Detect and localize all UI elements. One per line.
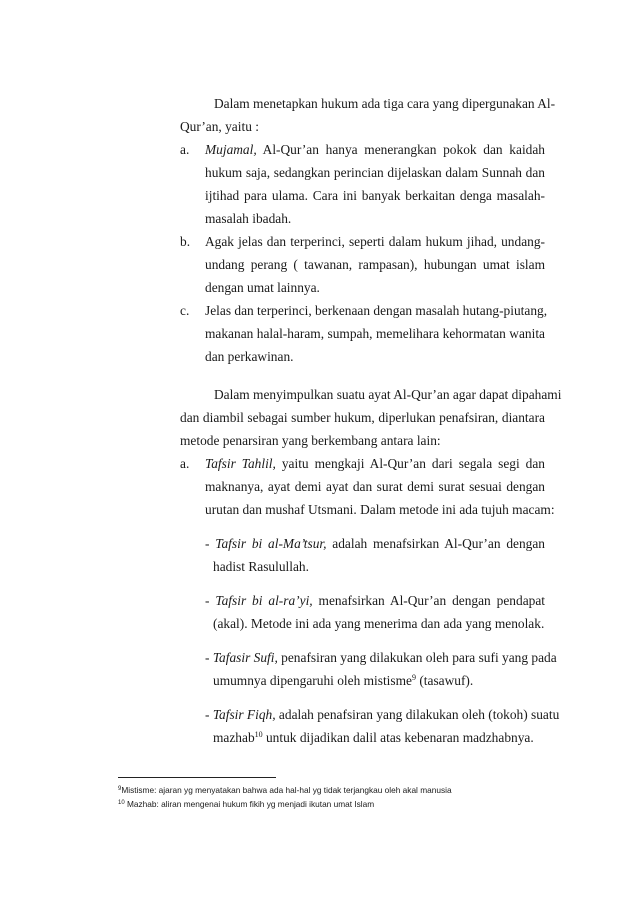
sub-item-matsur-line2: hadist Rasulullah.	[213, 559, 309, 574]
sub-item-rayi-line1	[205, 592, 545, 609]
sub-item-sufi-text3: (tasawuf).	[415, 673, 474, 688]
footnote-text: Mistisme: ajaran yg menyatakan bahwa ada hal-hal yg tidak terjangkau oleh akal manusia	[121, 785, 452, 795]
dash: -	[205, 707, 213, 722]
item-b-line1: Agak jelas dan terperinci, seperti dalam hukum jihad, undang-	[205, 234, 545, 249]
sub-item-fiqh-text2: mazhab	[213, 730, 255, 745]
item-c-line1: Jelas dan terperinci, berkenaan dengan masalah hutang-piutang,	[205, 303, 548, 318]
sub-item-sufi-line1	[205, 649, 557, 666]
item-a-line3: ijtihad para ulama. Cara ini banyak berkaitan denga masalah-	[205, 188, 545, 203]
para2-line2: dan diambil sebagai sumber hukum, diperlukan penafsiran, diantara	[180, 410, 545, 425]
list-marker-a: a.	[180, 456, 190, 471]
sub-item-rayi-text: menafsirkan Al-Qur’an dengan pendapat	[312, 593, 545, 608]
para2-line1: Dalam menyimpulkan suatu ayat Al-Qur’an agar dapat dipahami	[214, 387, 562, 402]
sub-item-fiqh-text3: untuk dijadikan dalil atas kebenaran madzhabnya.	[262, 730, 534, 745]
footnote-number: 10	[118, 800, 125, 806]
footnote-10	[118, 798, 374, 810]
para2-line3: metode penarsiran yang berkembang antara lain:	[180, 433, 441, 448]
para1-line2: Qur’an, yaitu :	[180, 119, 259, 134]
footnote-separator	[118, 777, 276, 778]
item-c-line2: makanan halal-haram, sumpah, memelihara kehormatan wanita	[205, 326, 545, 341]
sub-item-matsur-line1	[205, 535, 545, 552]
item-b-line2: undang perang ( tawanan, rampasan), hubungan umat islam	[205, 257, 545, 272]
term-tafsir-tahlil: Tafsir Tahlil,	[205, 456, 276, 471]
footnote-text: Mazhab: aliran mengenai hukum fikih yg menjadi ikutan umat Islam	[124, 799, 375, 809]
sub-item-sufi-text: penafsiran yang dilakukan oleh para sufi yang pada	[277, 650, 557, 665]
footnote-ref-10[interactable]: 10	[254, 730, 263, 739]
term-tafsir-fiqh: Tafsir Fiqh,	[212, 707, 276, 722]
sub-item-rayi-line2: (akal). Metode ini ada yang menerima dan ada yang menolak.	[213, 616, 545, 631]
sub-item-fiqh-line2	[213, 729, 534, 746]
term-mujamal: Mujamal,	[205, 142, 257, 157]
sub-item-sufi-text2: umumnya dipengaruhi oleh mistisme	[213, 673, 412, 688]
item-a-line2: hukum saja, sedangkan perincian dijelaskan dalam Sunnah dan	[205, 165, 545, 180]
sub-item-fiqh-line1	[205, 706, 560, 723]
tahlil-line2: maknanya, ayat demi ayat dan surat demi surat sesuai dengan	[205, 479, 545, 494]
item-a-line1-text: Al-Qur’an hanya menerangkan pokok dan kaidah	[256, 142, 545, 157]
tahlil-line1	[205, 455, 545, 472]
sub-item-sufi-line2	[213, 672, 473, 689]
dash: -	[205, 650, 213, 665]
dash: -	[205, 593, 216, 608]
term-tafsir-matsur: Tafsir bi al-Ma’tsur,	[215, 536, 327, 551]
term-tafsir-rayi: Tafsir bi al-ra’yi,	[215, 593, 313, 608]
item-c-line3: dan perkawinan.	[205, 349, 294, 364]
sub-item-matsur-text: adalah menafsirkan Al-Qur’an dengan	[326, 536, 545, 551]
list-marker-b: b.	[180, 234, 191, 249]
footnote-number: 9	[118, 786, 122, 792]
footnote-9	[118, 784, 452, 796]
para1-line1: Dalam menetapkan hukum ada tiga cara yang dipergunakan Al-	[214, 96, 556, 111]
item-a-line1	[205, 141, 545, 158]
tahlil-line3: urutan dan mushaf Utsmani. Dalam metode ini ada tujuh macam:	[205, 502, 555, 517]
dash: -	[205, 536, 216, 551]
item-a-line4: masalah ibadah.	[205, 211, 292, 226]
item-b-line3: dengan umat lainnya.	[205, 280, 320, 295]
footnote-ref-9[interactable]: 9	[411, 673, 416, 682]
sub-item-fiqh-text: adalah penafsiran yang dilakukan oleh (tokoh) suatu	[275, 707, 560, 722]
list-marker-a: a.	[180, 142, 190, 157]
tahlil-line1-text: yaitu mengkaji Al-Qur’an dari segala segi dan	[275, 456, 545, 471]
term-tafasir-sufi: Tafasir Sufi,	[212, 650, 278, 665]
list-marker-c: c.	[180, 303, 190, 318]
